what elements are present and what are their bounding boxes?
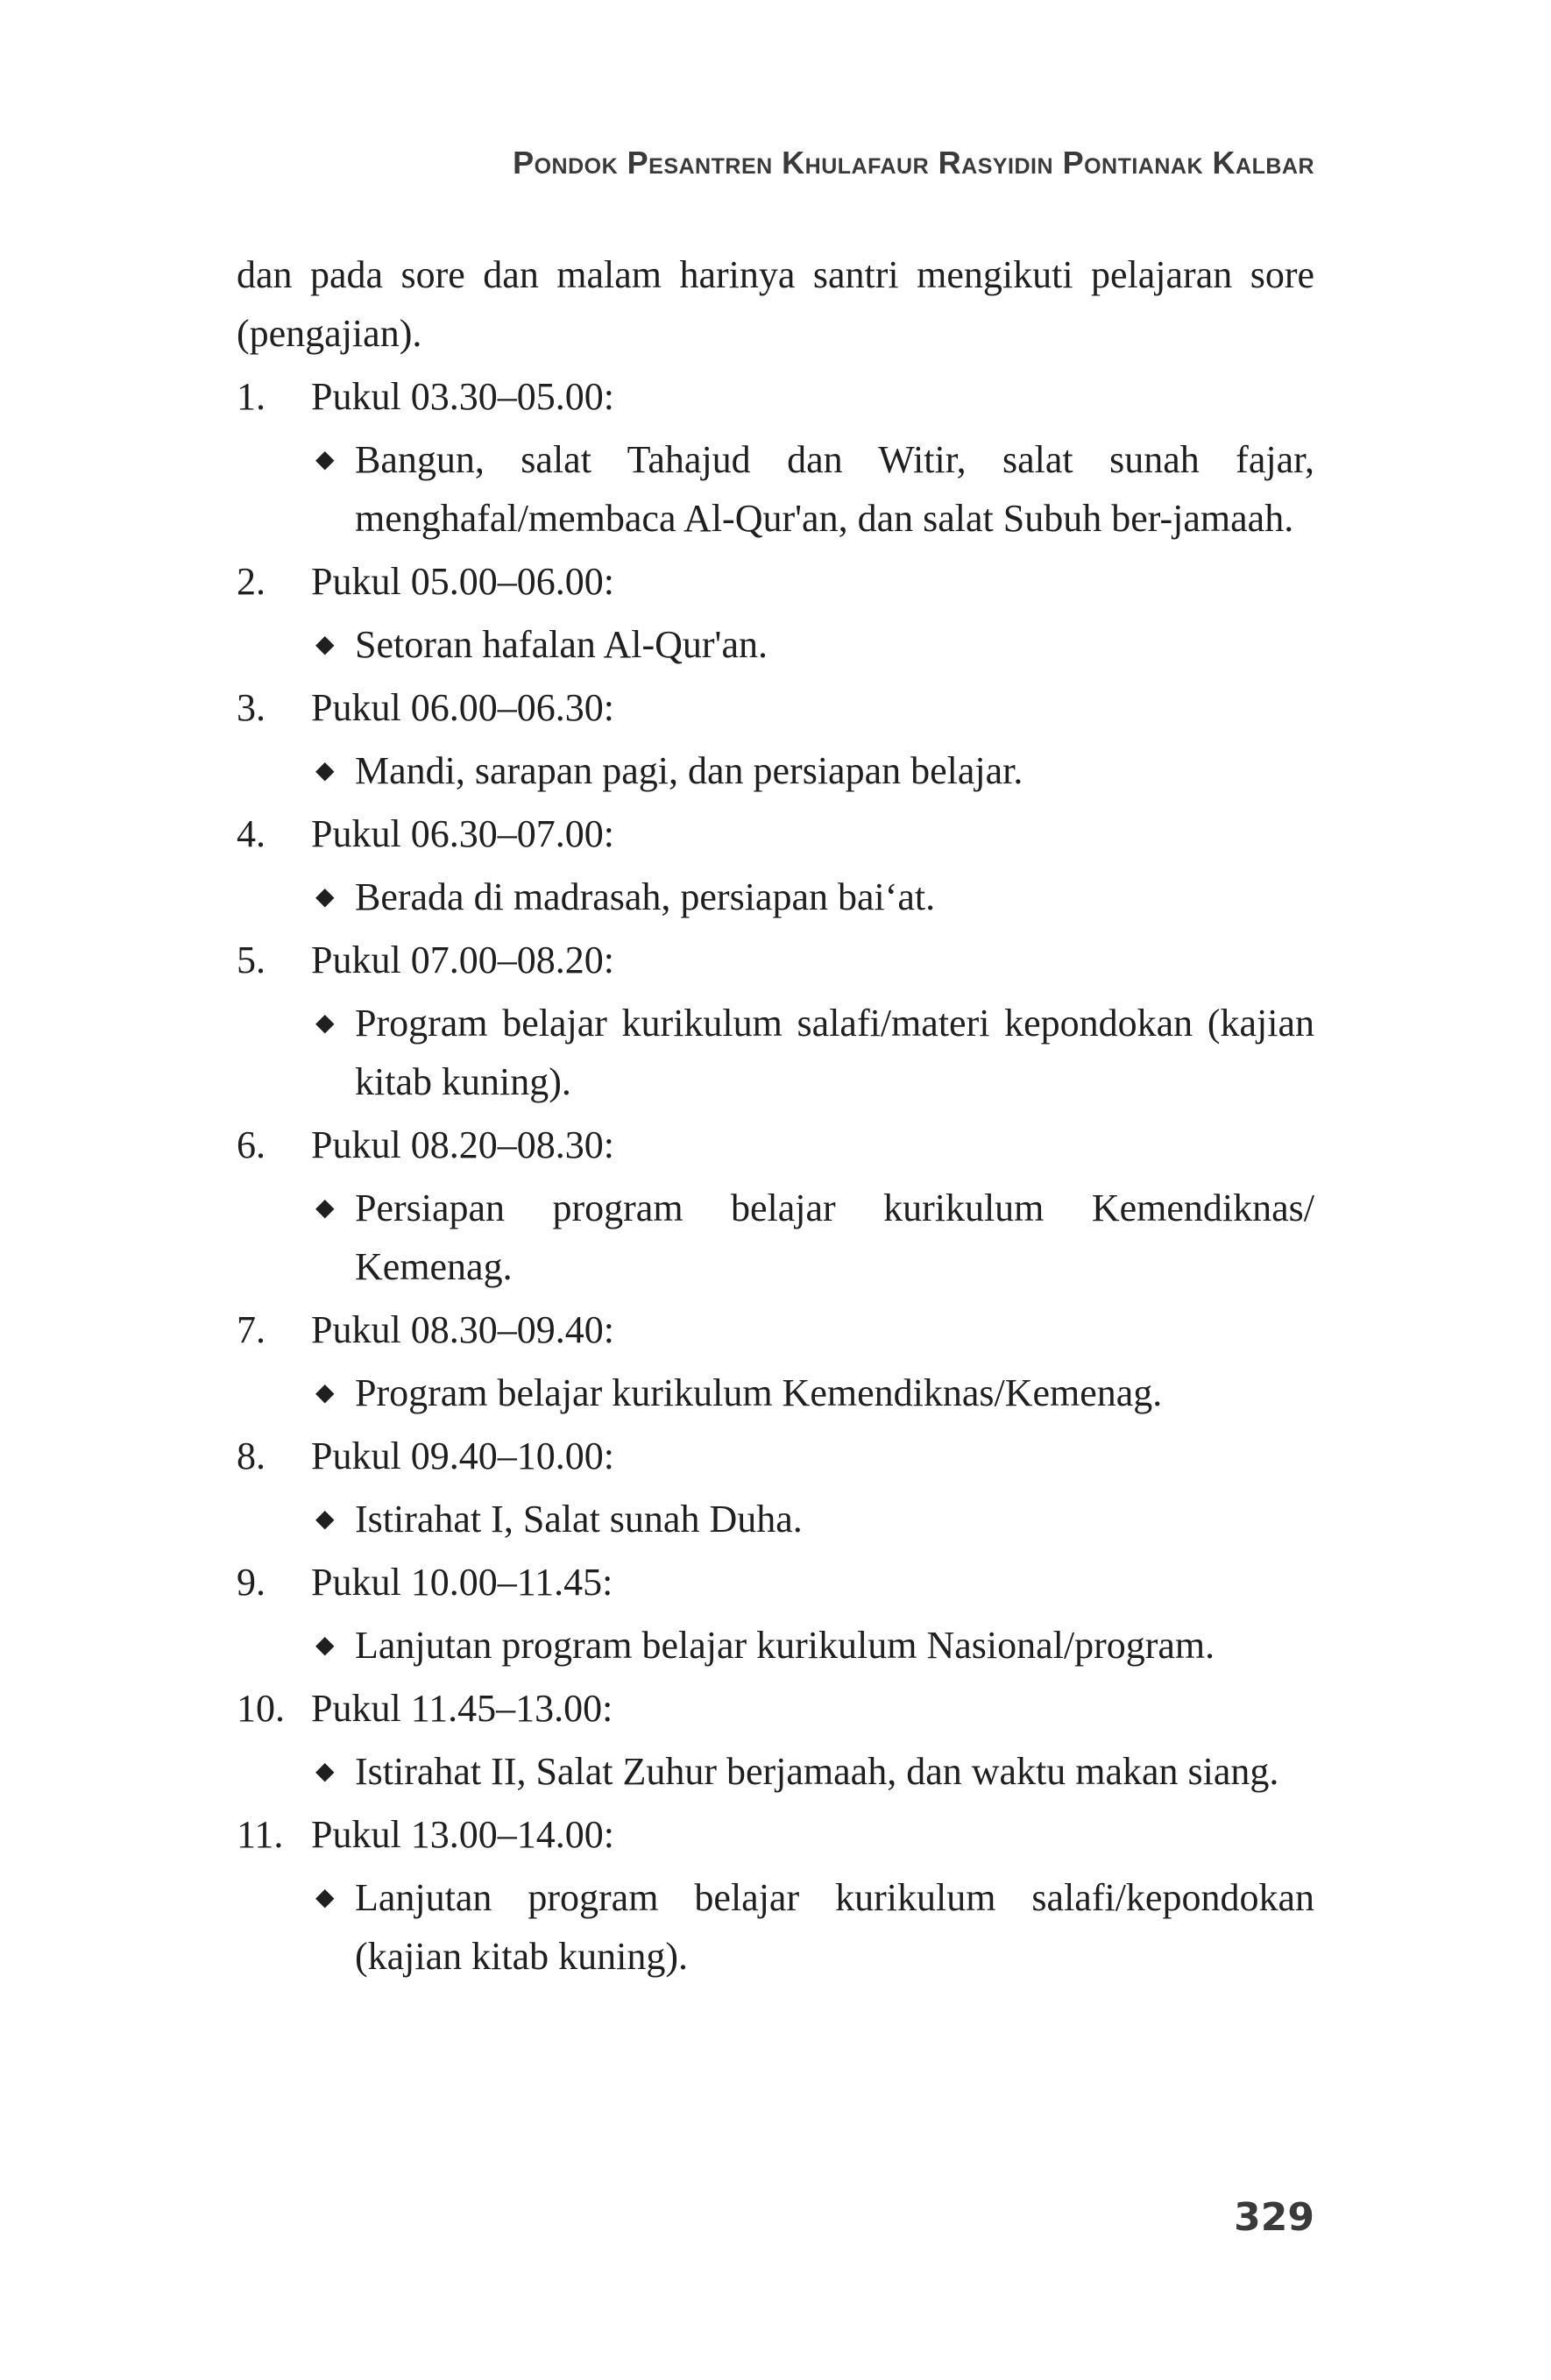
- item-number: 3.: [237, 686, 266, 729]
- diamond-bullet-icon: ◆: [315, 1009, 335, 1037]
- item-number: 7.: [237, 1308, 266, 1351]
- item-activity: Persiapan program belajar kurikulum Kemendiknas/ Kemenag.: [355, 1186, 1314, 1288]
- item-activity: Bangun, salat Tahajud dan Witir, salat sunah fajar, menghafal/membaca Al-Qur'an, dan salat Subuh ber-jamaah.: [355, 438, 1314, 540]
- item-number: 9.: [237, 1561, 266, 1604]
- diamond-bullet-icon: ◆: [315, 1758, 335, 1785]
- page-body: [237, 245, 1314, 1986]
- schedule-item: [237, 931, 1314, 1111]
- item-time: Pukul 06.00–06.30:: [311, 686, 614, 729]
- item-number: 5.: [237, 939, 266, 981]
- diamond-bullet-icon: ◆: [315, 1379, 335, 1406]
- schedule-item: [237, 1553, 1314, 1675]
- item-number: 10.: [237, 1687, 285, 1730]
- diamond-bullet-icon: ◆: [315, 446, 335, 473]
- item-activity: Mandi, sarapan pagi, dan persiapan belajar.: [355, 749, 1023, 792]
- item-time: Pukul 08.30–09.40:: [311, 1308, 614, 1351]
- diamond-bullet-icon: ◆: [315, 1194, 335, 1222]
- item-activity: Istirahat II, Salat Zuhur berjamaah, dan waktu makan siang.: [355, 1750, 1279, 1793]
- item-time: Pukul 03.30–05.00:: [311, 375, 614, 418]
- item-time: Pukul 06.30–07.00:: [311, 812, 614, 855]
- schedule-item: [237, 1805, 1314, 1986]
- item-number: 1.: [237, 375, 266, 418]
- page-number: 329: [1234, 2195, 1314, 2240]
- diamond-bullet-icon: ◆: [315, 1632, 335, 1659]
- item-time: Pukul 08.20–08.30:: [311, 1123, 614, 1166]
- schedule-item: [237, 1679, 1314, 1801]
- item-activity: Program belajar kurikulum salafi/materi kepondokan (kajian kitab kuning).: [355, 1002, 1314, 1103]
- item-number: 8.: [237, 1434, 266, 1477]
- schedule-item: [237, 1300, 1314, 1422]
- item-time: Pukul 07.00–08.20:: [311, 939, 614, 981]
- item-number: 4.: [237, 812, 266, 855]
- running-header: Pondok Pesantren Khulafaur Rasyidin Pontianak Kalbar: [513, 145, 1314, 181]
- schedule-item: [237, 678, 1314, 800]
- item-number: 2.: [237, 560, 266, 603]
- diamond-bullet-icon: ◆: [315, 1505, 335, 1533]
- item-number: 11.: [237, 1813, 284, 1856]
- diamond-bullet-icon: ◆: [315, 883, 335, 910]
- intro-paragraph: dan pada sore dan malam harinya santri mengikuti pelajaran sore (pengajian).: [237, 253, 1314, 355]
- item-activity: Lanjutan program belajar kurikulum salafi/kepondokan (kajian kitab kuning).: [355, 1876, 1314, 1978]
- schedule-item: [237, 367, 1314, 548]
- item-number: 6.: [237, 1123, 266, 1166]
- item-time: Pukul 10.00–11.45:: [311, 1561, 613, 1604]
- schedule-item: [237, 1116, 1314, 1296]
- item-time: Pukul 13.00–14.00:: [311, 1813, 614, 1856]
- schedule-item: [237, 552, 1314, 674]
- schedule-item: [237, 1427, 1314, 1548]
- schedule-item: [237, 804, 1314, 926]
- item-activity: Program belajar kurikulum Kemendiknas/Kemenag.: [355, 1371, 1163, 1414]
- item-time: Pukul 11.45–13.00:: [311, 1687, 613, 1730]
- diamond-bullet-icon: ◆: [315, 631, 335, 658]
- item-activity: Istirahat I, Salat sunah Duha.: [355, 1498, 803, 1541]
- diamond-bullet-icon: ◆: [315, 757, 335, 784]
- item-time: Pukul 09.40–10.00:: [311, 1434, 614, 1477]
- item-activity: Berada di madrasah, persiapan bai‘at.: [355, 875, 936, 918]
- item-time: Pukul 05.00–06.00:: [311, 560, 614, 603]
- diamond-bullet-icon: ◆: [315, 1884, 335, 1911]
- item-activity: Setoran hafalan Al-Qur'an.: [355, 623, 768, 666]
- item-activity: Lanjutan program belajar kurikulum Nasional/program.: [355, 1624, 1215, 1667]
